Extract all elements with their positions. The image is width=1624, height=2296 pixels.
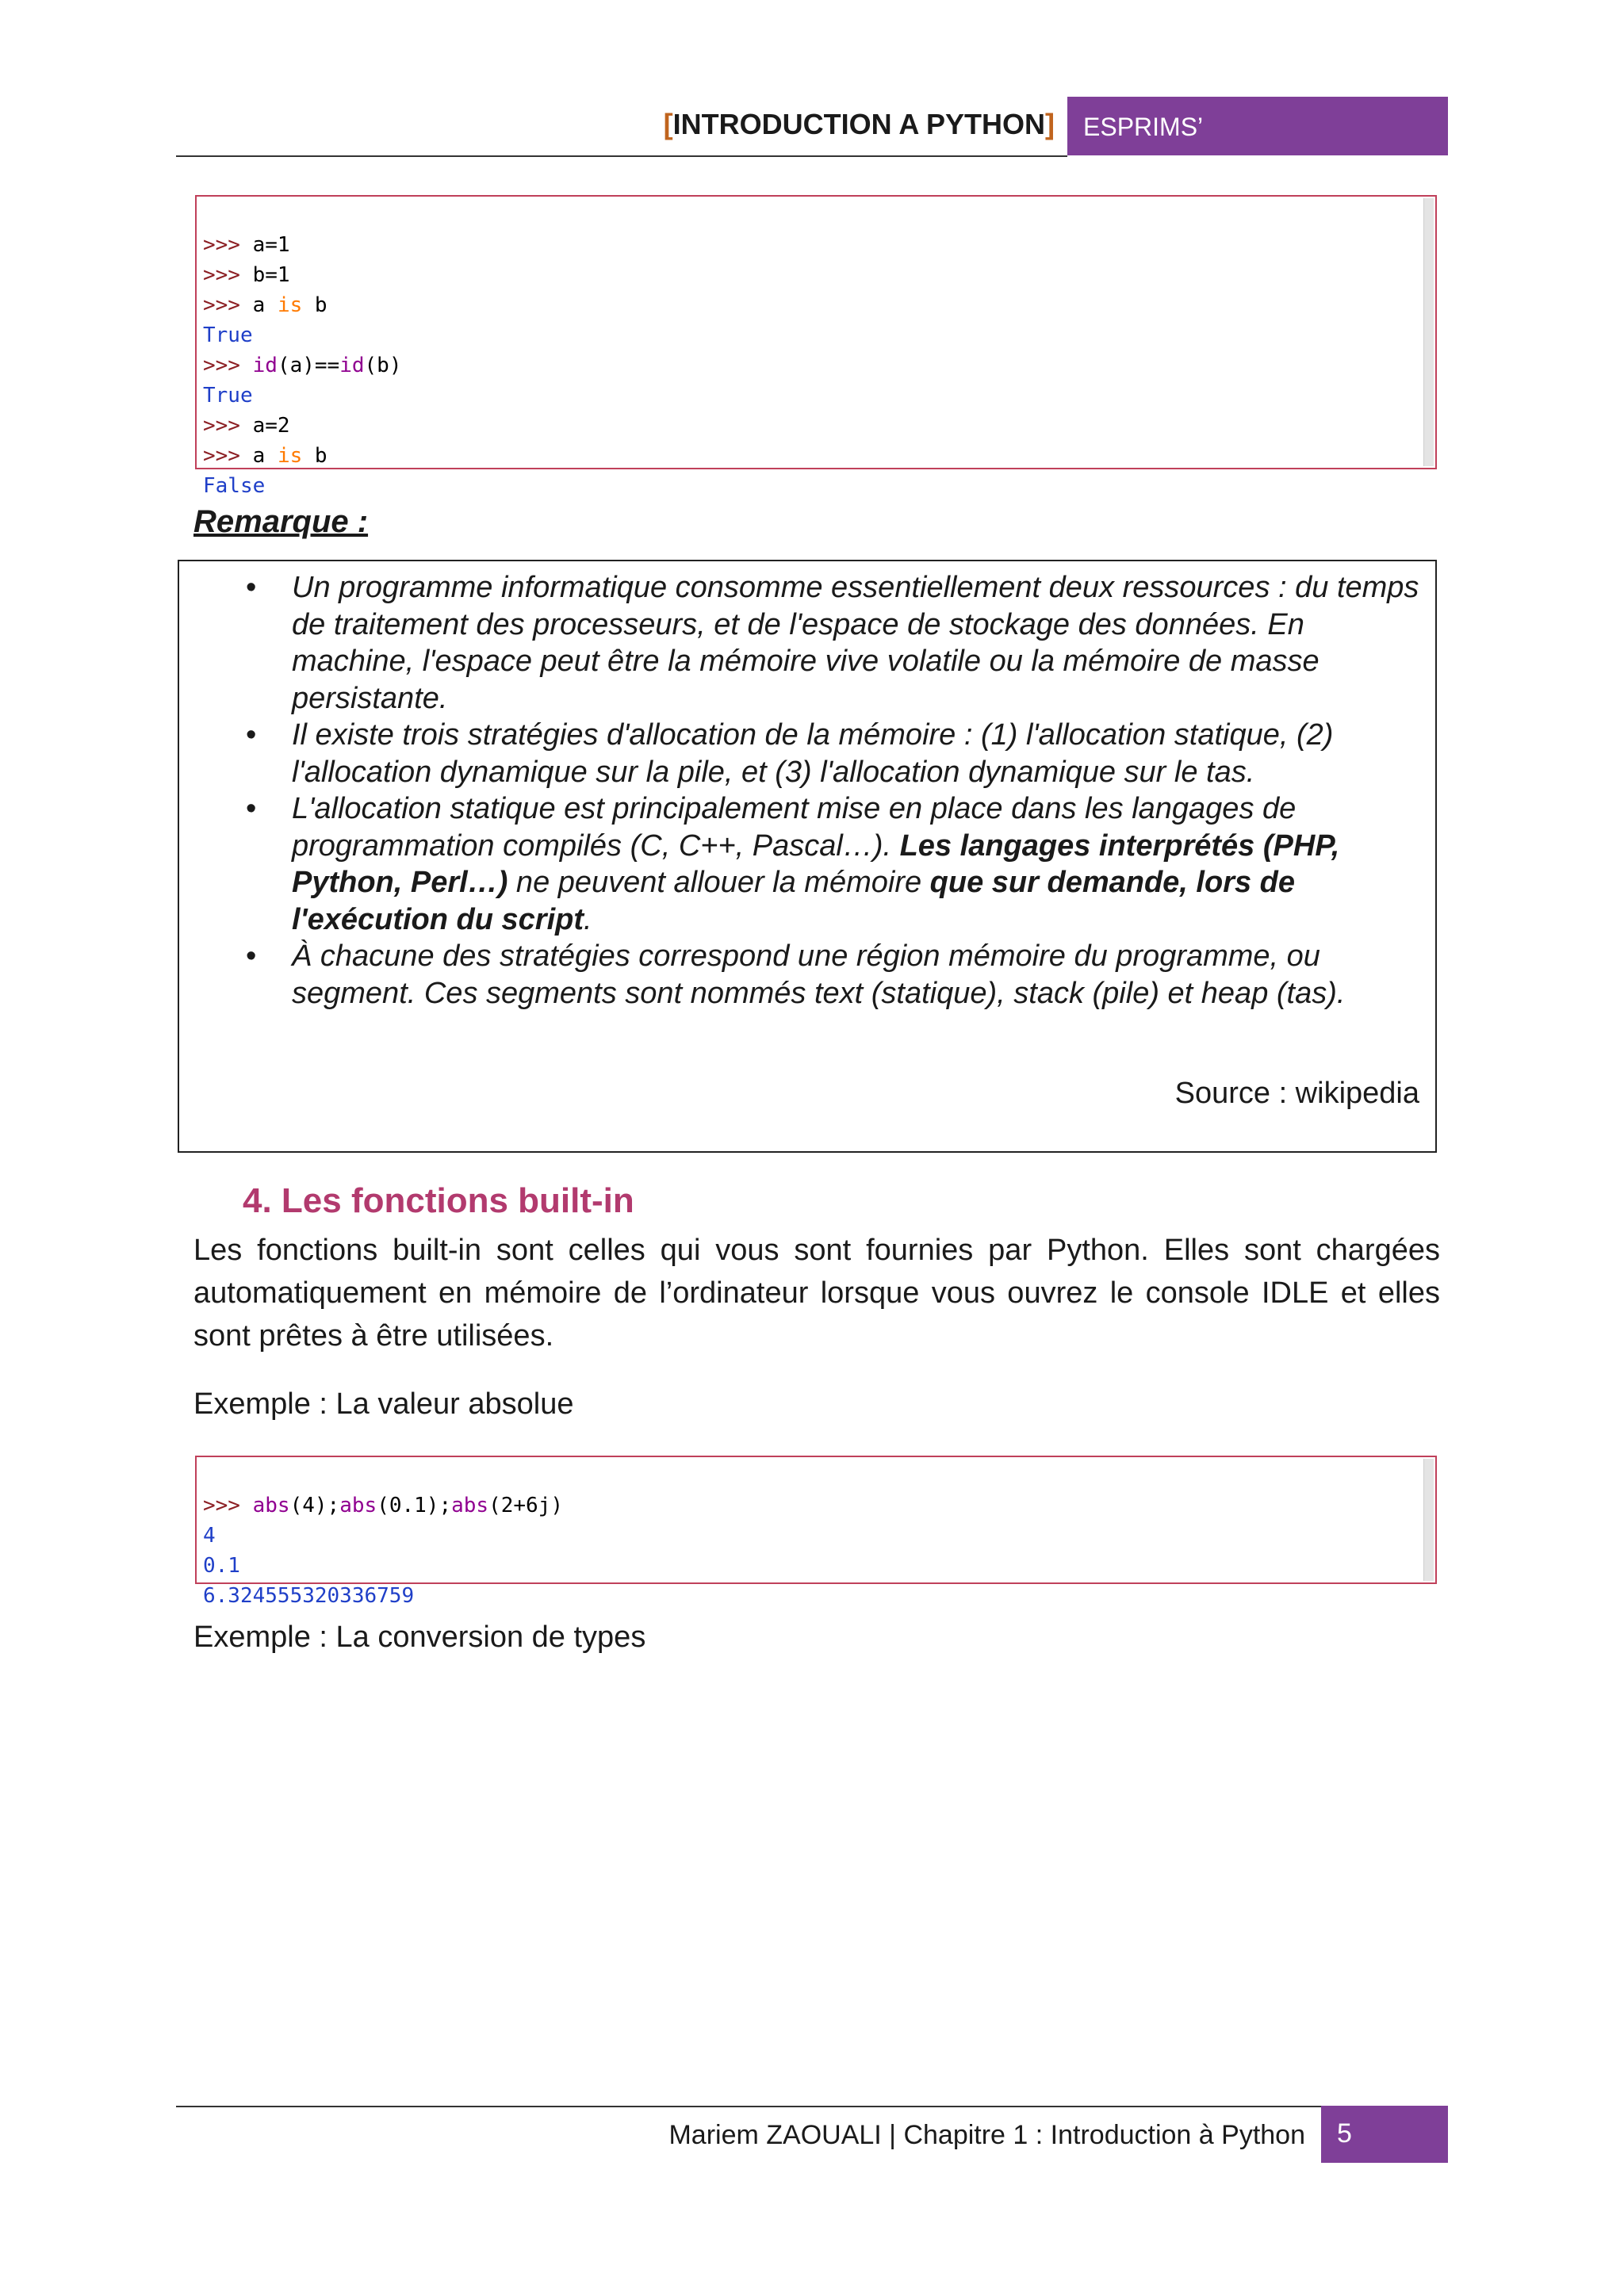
header-divider — [176, 155, 1067, 157]
bullet-icon: • — [246, 718, 257, 752]
code-line: >>> a is b — [203, 293, 327, 317]
code-line: >>> a=2 — [203, 414, 290, 438]
section-paragraph: Les fonctions built-in sont celles qui vous sont fournies par Python. Elles sont chargées automatiquement en mémoire de l’ordinateur lorsque vous ouvrez le console IDLE et elles sont prêtes à être utilisées. — [193, 1234, 1440, 1353]
code-output: True — [203, 384, 253, 408]
code-line: >>> b=1 — [203, 263, 290, 287]
remark-item: • Un programme informatique consomme essentiellement deux ressources : du temps de traitement des processeurs, et de l'espace de stockage des données. En machine, l'espace peut être la mémoire vive volatile ou la mémoire de masse persistante. — [246, 571, 1419, 715]
example-label-conversion: Exemple : La conversion de types — [193, 1621, 646, 1654]
section-heading: 4. Les fonctions built-in — [243, 1181, 634, 1220]
code-block-identity — [195, 195, 1437, 498]
remark-list — [179, 569, 1435, 1012]
code-output: True — [203, 323, 253, 347]
header-title-text: INTRODUCTION A PYTHON — [672, 108, 1045, 140]
remark-box — [178, 560, 1437, 1153]
remark-title: Remarque : — [193, 504, 369, 539]
remark-item: • L'allocation statique est principalement mise en place dans les langages de programmation compilés (C, C++, Pascal…). Les langages interprétés (PHP, Python, Perl…) ne peuvent allouer la mémoire que sur demande, lors de l'exécution du script. — [246, 792, 1340, 936]
page-number: 5 — [1321, 2106, 1448, 2163]
remark-item: • Il existe trois stratégies d'allocation de la mémoire : (1) l'allocation statique, (2) l'allocation dynamique sur la pile, et (3) l'allocation dynamique sur le tas. — [246, 718, 1334, 789]
code-line: >>> a=1 — [203, 233, 290, 257]
footer-text: Mariem ZAOUALI | Chapitre 1 : Introduction à Python — [668, 2120, 1305, 2150]
code-output: 0.1 — [203, 1554, 240, 1578]
code-line: >>> a is b — [203, 444, 327, 468]
header-title — [658, 108, 1055, 141]
bullet-icon: • — [246, 792, 257, 825]
bullet-icon: • — [246, 571, 257, 604]
code-line: >>> abs(4);abs(0.1);abs(2+6j) — [203, 1494, 563, 1517]
code-scrollbar[interactable] — [1423, 198, 1434, 466]
example-label-abs: Exemple : La valeur absolue — [193, 1387, 574, 1421]
code-scrollbar[interactable] — [1423, 1459, 1434, 1581]
remark-source: Source : wikipedia — [1174, 1077, 1419, 1110]
code-output: False — [203, 474, 266, 498]
bracket-open: [ — [663, 108, 673, 140]
code-output: 4 — [203, 1524, 216, 1548]
footer-divider — [176, 2106, 1321, 2107]
remark-item: • À chacune des stratégies correspond une région mémoire du programme, ou segment. Ces segments sont nommés text (statique), stack (pile) et heap (tas). — [246, 939, 1346, 1010]
code-line: >>> id(a)==id(b) — [203, 354, 402, 377]
bullet-icon: • — [246, 939, 257, 973]
code-output: 6.324555320336759 — [203, 1584, 415, 1608]
code-block-abs — [195, 1456, 1437, 1608]
header-badge: ESPRIMS’ — [1067, 97, 1448, 155]
bracket-close: ] — [1045, 108, 1055, 140]
